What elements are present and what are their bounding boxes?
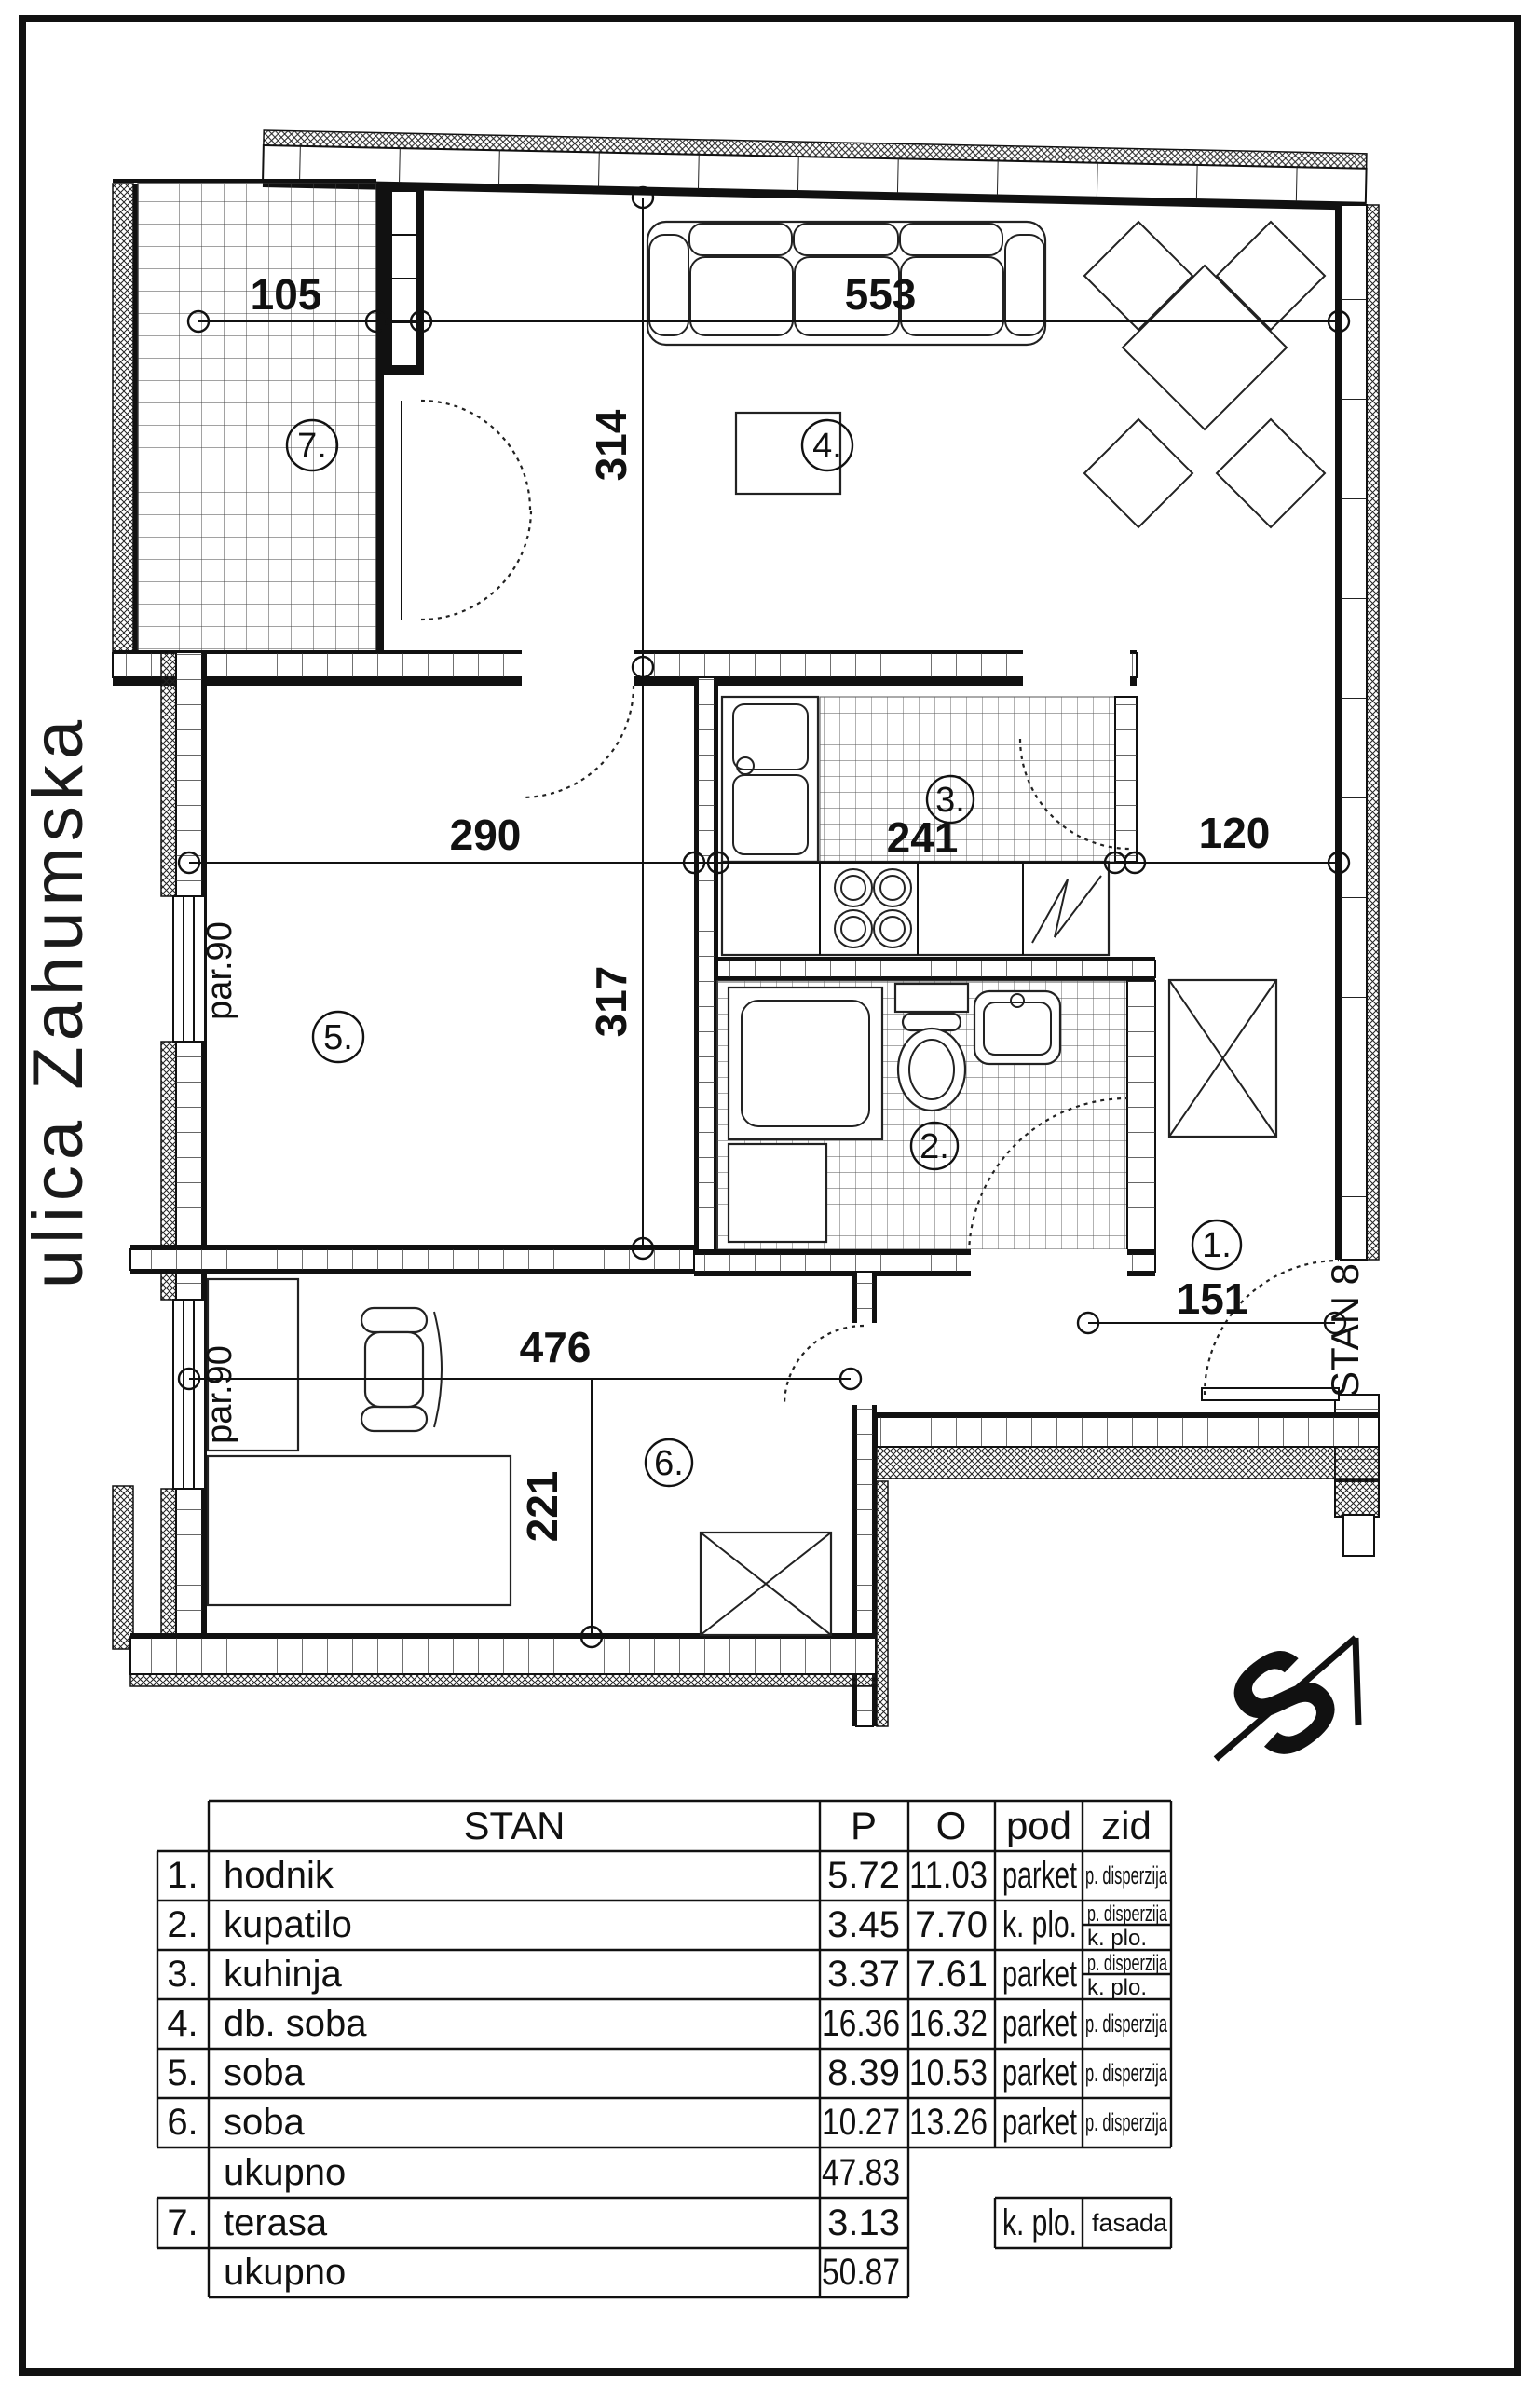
chair-seat xyxy=(365,1332,423,1407)
chair-armrest-top xyxy=(361,1308,427,1332)
row-o: 7.70 xyxy=(915,1904,988,1945)
wall-w2 xyxy=(130,1245,694,1274)
wall-w2-blocks xyxy=(130,1249,694,1270)
row-o: 10.53 xyxy=(909,2052,988,2093)
terrace-left-wall-line xyxy=(133,184,138,652)
toilet-tank xyxy=(895,984,968,1012)
wall-w2-bottom-line xyxy=(130,1270,694,1274)
terrace-floor-tiles xyxy=(138,184,376,652)
row-num: 1. xyxy=(167,1855,198,1896)
row-num: 4. xyxy=(167,2003,198,2044)
table-header-pod: pod xyxy=(1005,1804,1072,1847)
right-wall-pillar-hatch xyxy=(1335,1479,1379,1517)
terrace-top-wall-line xyxy=(113,179,376,183)
row-o: 11.03 xyxy=(909,1855,988,1896)
kitchen-right-wall-blocks xyxy=(1115,697,1137,862)
row-zid: p. disperzija xyxy=(1085,2010,1168,2037)
room3-number: 3. xyxy=(935,781,965,820)
row-pod: parket xyxy=(1002,2102,1077,2143)
dim-221: 221 xyxy=(518,1470,566,1543)
room5-number: 5. xyxy=(323,1018,353,1057)
room6-wall-hatch xyxy=(877,1481,888,1726)
hallway-wardrobe xyxy=(1169,980,1276,1137)
kitchen-wall-tiles xyxy=(820,697,1115,862)
table-header-o: O xyxy=(935,1804,967,1847)
row-zid-1: p. disperzija xyxy=(1087,1901,1168,1927)
row-p: 50.87 xyxy=(822,2252,900,2293)
table-header-zid: zid xyxy=(1101,1804,1152,1847)
row-zid-1: p. disperzija xyxy=(1087,1951,1168,1976)
row-pod: k. plo. xyxy=(1002,1904,1077,1945)
left-wall-hatch-1 xyxy=(161,652,176,896)
row-zid-2: k. plo. xyxy=(1087,1975,1148,2000)
right-wall-pillar-block xyxy=(1343,1515,1374,1556)
dim-314: 314 xyxy=(587,409,635,482)
bottom-wall-blocks xyxy=(130,1638,876,1674)
parapet-label-1: par.90 xyxy=(200,921,239,1020)
bottom-wall-hatch xyxy=(130,1674,876,1686)
row-p: 10.27 xyxy=(822,2102,900,2143)
row-name: ukupno xyxy=(224,2152,347,2193)
bottom-exterior-wall xyxy=(130,1633,876,1686)
dim-105: 105 xyxy=(250,270,322,319)
north-letter: S xyxy=(1198,1611,1369,1792)
row-num: 6. xyxy=(167,2102,198,2143)
table-header-p: P xyxy=(850,1804,878,1847)
apartment-label: STAN 8 xyxy=(1323,1263,1367,1397)
washing-machine xyxy=(729,1144,826,1242)
row-name: terasa xyxy=(224,2202,328,2243)
row-num: 5. xyxy=(167,2052,198,2093)
terrace-right-wall-line xyxy=(376,375,384,655)
parapet-label-2: par.90 xyxy=(200,1345,239,1444)
wall-w1-door-opening-room5 xyxy=(522,650,634,686)
right-wall-insulation-hatch xyxy=(1367,205,1379,1260)
right-wall-window-mullions xyxy=(1341,205,1367,1260)
row-zid: p. disperzija xyxy=(1085,2108,1168,2136)
chair-armrest-bottom xyxy=(361,1407,427,1431)
row-p: 16.36 xyxy=(822,2003,900,2044)
row-name: kuhinja xyxy=(224,1954,342,1995)
dim-120: 120 xyxy=(1198,809,1271,857)
row-o: 7.61 xyxy=(915,1954,988,1995)
dim-553: 553 xyxy=(844,270,917,319)
row-zid: p. disperzija xyxy=(1085,2059,1168,2087)
dim-151: 151 xyxy=(1176,1274,1248,1323)
row-zid-2: k. plo. xyxy=(1087,1926,1148,1951)
row-p: 5.72 xyxy=(827,1855,900,1896)
left-bottom-pier-hatch xyxy=(113,1486,133,1649)
dim-241: 241 xyxy=(886,813,959,862)
row-name: soba xyxy=(224,2052,305,2093)
row-name: soba xyxy=(224,2102,305,2143)
row-o: 13.26 xyxy=(909,2102,988,2143)
row-pod: parket xyxy=(1002,2003,1077,2044)
wall-w3-bottom-line xyxy=(717,977,1155,981)
row-o: 16.32 xyxy=(909,2003,988,2044)
room1-number: 1. xyxy=(1202,1226,1232,1265)
room7-number: 7. xyxy=(297,427,327,466)
row-p: 3.45 xyxy=(827,1904,900,1945)
row-name: kupatilo xyxy=(224,1904,352,1945)
dim-476: 476 xyxy=(519,1323,592,1371)
wall-w3-blocks xyxy=(717,961,1155,977)
terrace-left-insulation xyxy=(113,184,133,652)
row-num: 7. xyxy=(167,2202,198,2243)
wall-a xyxy=(694,677,718,1274)
left-wall-hatch-3 xyxy=(161,1489,176,1637)
wall-a-blocks xyxy=(698,677,715,1274)
wall-w5-blocks xyxy=(877,1417,1379,1447)
row-pod: parket xyxy=(1002,1954,1077,1995)
row-pod: k. plo. xyxy=(1002,2202,1077,2243)
bathtub xyxy=(729,988,882,1139)
row-pod: parket xyxy=(1002,1855,1077,1896)
wall-w1-opening-kitchen xyxy=(1023,650,1130,686)
row-p: 47.83 xyxy=(822,2152,900,2193)
wall-w5 xyxy=(877,1412,1379,1479)
wall-w4-door-opening xyxy=(971,1249,1127,1276)
row-num: 2. xyxy=(167,1904,198,1945)
entry-door-leaf xyxy=(1202,1388,1339,1400)
bathroom xyxy=(717,981,1155,1253)
row-p: 8.39 xyxy=(827,2052,900,2093)
room4-number: 4. xyxy=(812,427,842,466)
row-pod: parket xyxy=(1002,2052,1077,2093)
row-p: 3.37 xyxy=(827,1954,900,1995)
row-zid: p. disperzija xyxy=(1085,1861,1168,1889)
street-label: ulica Zahumska xyxy=(19,714,98,1289)
row-name: db. soba xyxy=(224,2003,367,2044)
room2-number: 2. xyxy=(920,1127,949,1166)
dim-290: 290 xyxy=(449,811,522,859)
toilet-bowl xyxy=(898,1029,965,1111)
row-p: 3.13 xyxy=(827,2202,900,2243)
bathroom-right-wall-blocks xyxy=(1127,981,1155,1253)
row-zid: fasada xyxy=(1092,2209,1168,2237)
wall-w4 xyxy=(694,1249,1155,1276)
table-header-name: STAN xyxy=(463,1804,566,1847)
row-name: hodnik xyxy=(224,1855,334,1896)
bed xyxy=(208,1456,511,1605)
wall-w5-hatch xyxy=(877,1447,1379,1479)
room6-door-opening xyxy=(852,1323,877,1405)
room6-number: 6. xyxy=(654,1444,684,1483)
dim-317: 317 xyxy=(587,965,635,1038)
row-name: ukupno xyxy=(224,2252,347,2293)
row-num: 3. xyxy=(167,1954,198,1995)
wall-w3 xyxy=(717,957,1155,981)
